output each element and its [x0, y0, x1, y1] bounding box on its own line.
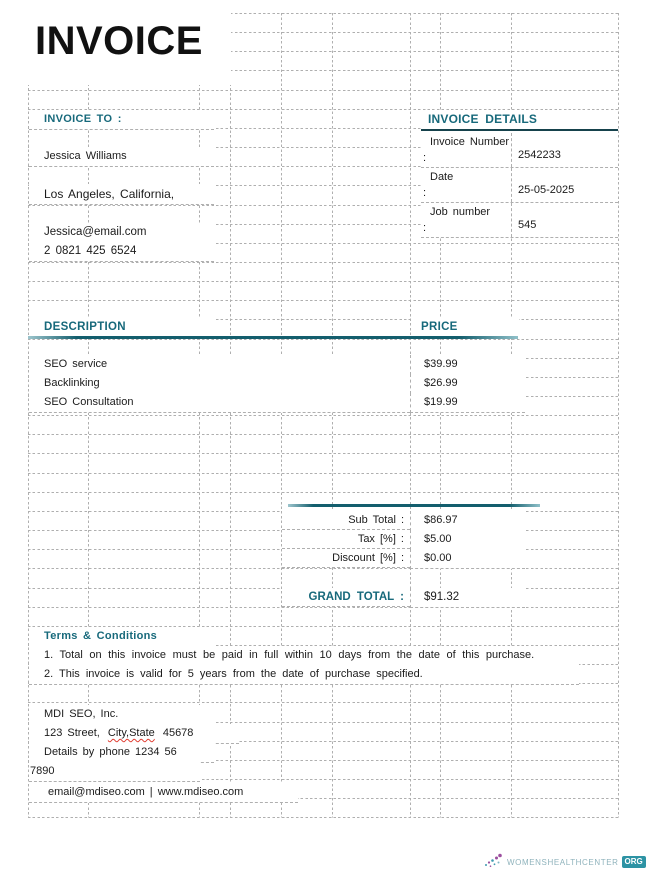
- discount-label: Discount [%] :: [282, 549, 410, 568]
- grand-total-value: $91.32: [410, 588, 525, 608]
- logo-badge: ORG: [622, 856, 646, 868]
- detail-colon: :: [423, 222, 427, 234]
- company-phone-line1: Details by phone 1234 56: [29, 743, 214, 763]
- header-divider-line: [28, 336, 518, 339]
- address-prefix: 123 Street,: [44, 727, 100, 739]
- item-description: SEO service: [29, 355, 425, 375]
- footer-logo: [484, 852, 646, 868]
- subtotal-value: $86.97: [410, 511, 525, 531]
- address-suffix: 45678: [162, 727, 194, 739]
- discount-value: $0.00: [410, 549, 525, 569]
- terms-item-1: 1. Total on this invoice must be paid in full within 10 days from the date of this purchase.: [29, 646, 579, 666]
- detail-row-job-number: [421, 203, 618, 238]
- detail-label: Invoice Number: [430, 136, 510, 148]
- detail-label: Job number: [430, 206, 491, 218]
- title-box: [28, 13, 231, 85]
- detail-colon: :: [423, 187, 427, 199]
- invoice-details-heading: INVOICE DETAILS: [421, 110, 618, 131]
- subtotal-label: Sub Total :: [282, 511, 410, 530]
- address-misspelled-word: City,State: [107, 727, 155, 739]
- invoice-to-heading: INVOICE TO :: [29, 110, 214, 130]
- tax-label: Tax [%] :: [282, 530, 410, 549]
- description-column-header: DESCRIPTION: [29, 318, 214, 336]
- detail-row-invoice-number: [421, 133, 618, 168]
- company-phone-line2: 7890: [29, 762, 200, 782]
- page-title: INVOICE: [35, 19, 203, 63]
- detail-row-date: [421, 168, 618, 203]
- client-city: Los Angeles, California,: [29, 184, 214, 205]
- tax-value: $5.00: [410, 530, 525, 550]
- client-email: Jessica@email.com: [29, 223, 214, 243]
- invoice-details-section: [421, 110, 618, 238]
- company-name: MDI SEO, Inc.: [29, 705, 214, 725]
- grand-total-label: GRAND TOTAL :: [282, 588, 410, 607]
- company-address: [29, 724, 239, 744]
- item-price: $26.99: [410, 374, 525, 394]
- detail-value: 545: [511, 203, 617, 237]
- price-column-header: PRICE: [412, 318, 519, 336]
- terms-heading: Terms & Conditions: [29, 627, 214, 647]
- item-description: SEO Consultation: [29, 393, 425, 413]
- item-price: $39.99: [410, 355, 525, 375]
- detail-label: Date: [430, 171, 454, 183]
- company-contact: email@mdiseo.com | www.mdiseo.com: [29, 782, 298, 803]
- logo-dots-icon: [484, 852, 504, 868]
- totals-divider-line: [288, 504, 540, 507]
- detail-value: 2542233: [511, 133, 617, 167]
- item-description: Backlinking: [29, 374, 425, 394]
- detail-colon: :: [423, 152, 427, 164]
- terms-item-2: 2. This invoice is valid for 5 years from the date of purchase specified.: [29, 665, 579, 685]
- logo-text: WOMENSHEALTHCENTER: [507, 858, 619, 867]
- item-price: $19.99: [410, 393, 525, 413]
- client-phone: 2 0821 425 6524: [29, 242, 214, 262]
- detail-value: 25-05-2025: [511, 168, 617, 202]
- client-name: Jessica Williams: [29, 147, 214, 167]
